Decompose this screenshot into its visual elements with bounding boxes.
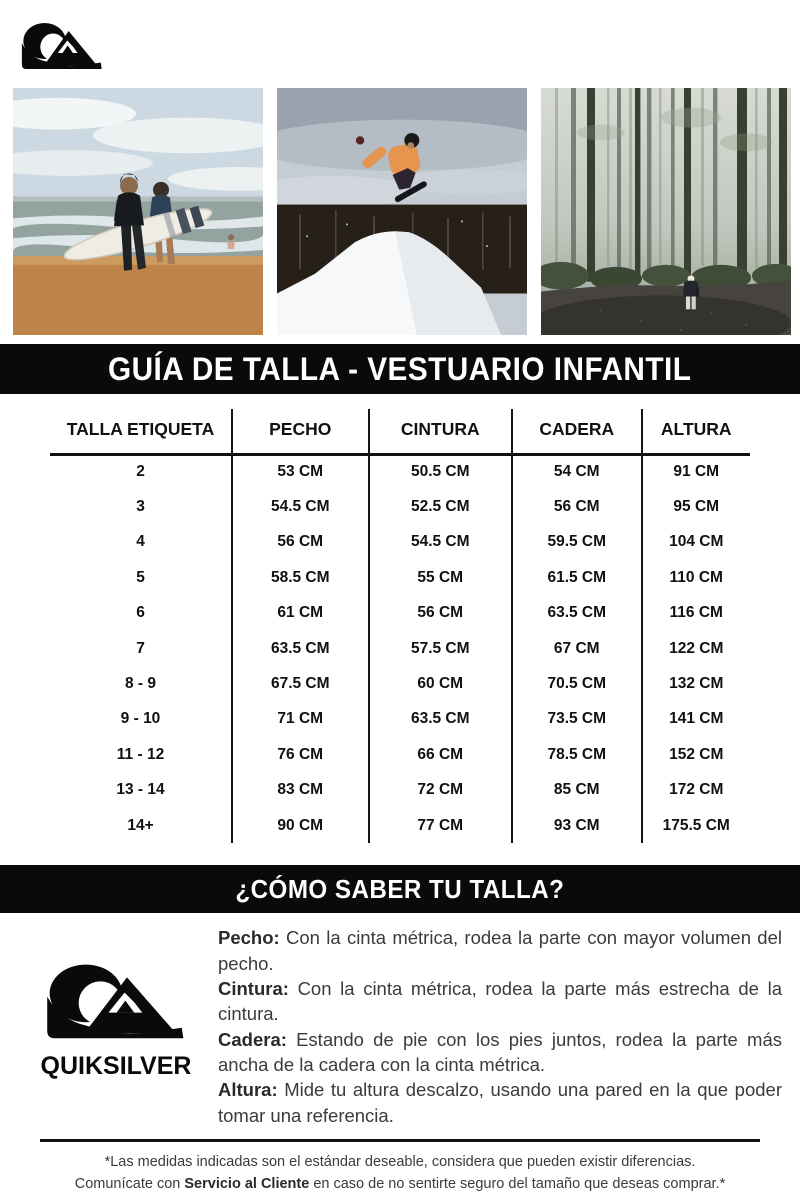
instruction-label: Pecho: xyxy=(218,927,280,949)
table-cell: 2 xyxy=(136,463,145,481)
table-cell: 56 CM xyxy=(232,525,369,560)
table-cell: 152 CM xyxy=(642,737,751,772)
table-cell: 11 - 12 xyxy=(116,745,165,763)
table-cell: 7 xyxy=(136,639,145,657)
table-cell: 104 CM xyxy=(642,525,751,560)
table-cell: 90 CM xyxy=(232,808,369,843)
quiksilver-wordmark: QUIKSILVER xyxy=(40,1052,192,1081)
footer-note-line1: *Las medidas indicadas son el estándar deseable, considera que pueden existir diferencias. xyxy=(104,1154,696,1171)
table-cell: 61.5 CM xyxy=(512,560,642,595)
photo-row xyxy=(13,88,791,335)
table-cell: 54.5 CM xyxy=(232,489,369,524)
column-header: ALTURA xyxy=(642,409,751,454)
table-cell: 50.5 CM xyxy=(369,454,513,489)
table-cell: 55 CM xyxy=(369,560,513,595)
table-cell: 141 CM xyxy=(642,702,751,737)
table-cell: 63.5 CM xyxy=(512,596,642,631)
table-cell: 5 xyxy=(136,568,145,586)
title-banner xyxy=(0,344,800,394)
quiksilver-logo-icon xyxy=(20,22,105,72)
column-header: TALLA ETIQUETA xyxy=(50,409,232,454)
instruction-label: Cintura: xyxy=(218,977,289,999)
table-cell: 60 CM xyxy=(369,666,513,701)
size-table-body xyxy=(50,454,750,843)
table-cell: 8 - 9 xyxy=(124,675,156,693)
table-cell: 172 CM xyxy=(642,773,751,808)
forest-photo xyxy=(541,88,791,335)
table-cell: 73.5 CM xyxy=(512,702,642,737)
how-to-banner-text: ¿CÓMO SABER TU TALLA? xyxy=(235,874,565,905)
footer-line2-bold: Servicio al Cliente xyxy=(184,1175,310,1192)
instruction-label: Altura: xyxy=(218,1079,278,1101)
table-row xyxy=(50,808,750,843)
table-cell: 63.5 CM xyxy=(232,631,369,666)
table-cell: 85 CM xyxy=(512,773,642,808)
snowboard-photo xyxy=(277,88,527,335)
table-cell: 72 CM xyxy=(369,773,513,808)
quiksilver-mountain-wave-icon xyxy=(44,963,189,1043)
table-cell: 13 - 14 xyxy=(116,781,165,799)
instruction-pecho: Pecho: Con la cinta métrica, rodea la parte con mayor volumen del pecho. xyxy=(218,927,782,974)
table-cell: 53 CM xyxy=(232,454,369,489)
table-cell: 52.5 CM xyxy=(369,489,513,524)
table-cell: 14+ xyxy=(127,816,154,834)
header xyxy=(0,0,800,335)
size-table xyxy=(50,409,750,843)
column-header: PECHO xyxy=(232,409,369,454)
size-table-header-row xyxy=(50,409,750,454)
table-cell: 93 CM xyxy=(512,808,642,843)
table-cell: 110 CM xyxy=(642,560,751,595)
instruction-label: Cadera: xyxy=(218,1028,287,1050)
table-cell: 3 xyxy=(136,498,145,516)
table-cell: 56 CM xyxy=(512,489,642,524)
table-cell: 78.5 CM xyxy=(512,737,642,772)
table-cell: 95 CM xyxy=(642,489,751,524)
table-cell: 61 CM xyxy=(232,596,369,631)
table-cell: 175.5 CM xyxy=(642,808,751,843)
footer-line2-prefix: Comunícate con xyxy=(74,1175,185,1192)
table-row xyxy=(50,631,750,666)
table-cell: 6 xyxy=(136,604,145,622)
table-cell: 83 CM xyxy=(232,773,369,808)
table-row xyxy=(50,773,750,808)
footer-line2-suffix: en caso de no sentirte seguro del tamaño que deseas comprar.* xyxy=(309,1175,726,1192)
table-cell: 122 CM xyxy=(642,631,751,666)
table-cell: 132 CM xyxy=(642,666,751,701)
table-cell: 57.5 CM xyxy=(369,631,513,666)
table-row xyxy=(50,596,750,631)
footer xyxy=(0,1139,800,1194)
table-cell: 58.5 CM xyxy=(232,560,369,595)
table-cell: 91 CM xyxy=(642,454,751,489)
table-cell: 71 CM xyxy=(232,702,369,737)
table-cell: 116 CM xyxy=(642,596,751,631)
table-row xyxy=(50,737,750,772)
instruction-cintura: Cintura: Con la cinta métrica, rodea la parte más estrecha de la cintura. xyxy=(218,977,782,1025)
table-cell: 9 - 10 xyxy=(120,710,161,728)
table-cell: 54 CM xyxy=(512,454,642,489)
measurement-instructions xyxy=(208,923,784,1131)
table-row xyxy=(50,702,750,737)
table-row xyxy=(50,454,750,489)
instruction-altura: Altura: Mide tu altura descalzo, usando una pared en la que poder tomar una referencia. xyxy=(218,1079,782,1126)
how-to-banner xyxy=(0,865,800,913)
table-cell: 67 CM xyxy=(512,631,642,666)
table-row xyxy=(50,666,750,701)
footer-divider xyxy=(40,1139,760,1142)
quiksilver-logo-block xyxy=(24,923,208,1131)
title-banner-text: GUÍA DE TALLA - VESTUARIO INFANTIL xyxy=(108,351,692,387)
table-cell: 70.5 CM xyxy=(512,666,642,701)
table-row xyxy=(50,525,750,560)
table-cell: 67.5 CM xyxy=(232,666,369,701)
table-row xyxy=(50,489,750,524)
table-cell: 66 CM xyxy=(369,737,513,772)
table-cell: 56 CM xyxy=(369,596,513,631)
surf-photo xyxy=(13,88,263,335)
table-cell: 63.5 CM xyxy=(369,702,513,737)
how-to-section xyxy=(0,923,800,1131)
column-header: CADERA xyxy=(512,409,642,454)
table-cell: 4 xyxy=(136,533,145,551)
instruction-cadera: Cadera: Estando de pie con los pies juntos, rodea la parte más ancha de la cadera con la cinta métrica. xyxy=(218,1028,782,1076)
table-row xyxy=(50,560,750,595)
footer-note-line2 xyxy=(0,1174,800,1195)
table-cell: 76 CM xyxy=(232,737,369,772)
table-cell: 77 CM xyxy=(369,808,513,843)
column-header: CINTURA xyxy=(369,409,513,454)
table-cell: 54.5 CM xyxy=(369,525,513,560)
table-cell: 59.5 CM xyxy=(512,525,642,560)
